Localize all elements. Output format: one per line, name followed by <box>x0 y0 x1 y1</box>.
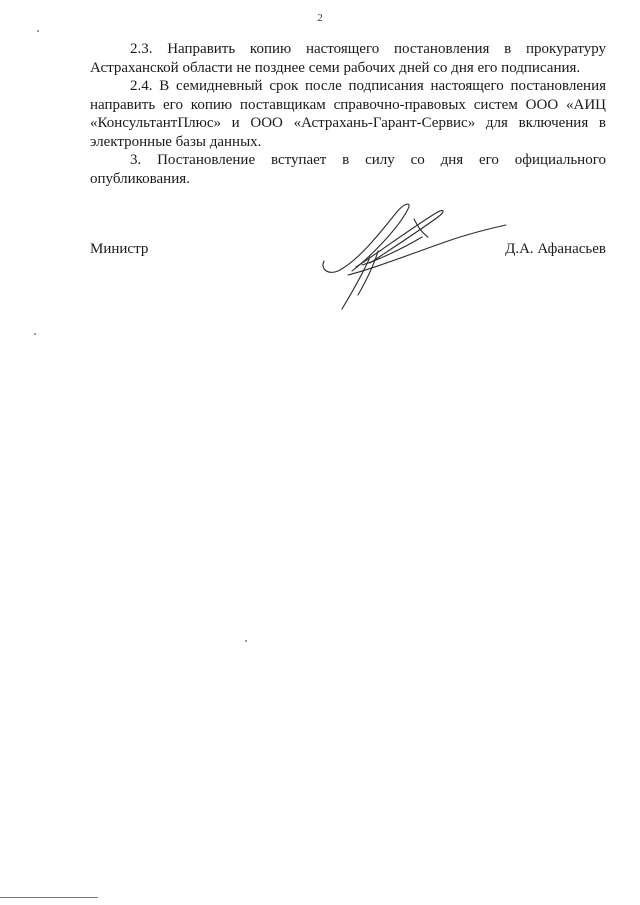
signature-block <box>90 241 606 311</box>
scan-artifact <box>245 640 247 642</box>
scan-artifact <box>34 333 36 335</box>
footer-rule <box>0 897 98 898</box>
signatory-name: Д.А. Афанасьев <box>505 241 606 257</box>
paragraph-2-3: 2.3. Направить копию настоящего постановления в прокуратуру Астраханской области не позднее семи рабочих дней со дня его подписания. <box>90 41 606 76</box>
signatory-title: Министр <box>90 241 149 257</box>
scan-artifact <box>37 30 39 32</box>
document-body <box>90 40 606 188</box>
paragraph-2-4: 2.4. В семидневный срок после подписания настоящего постановления направить его копию поставщикам справочно-правовых систем ООО «АИЦ «КонсультантПлюс» и ООО «Астрахань-Гарант-Сервис» для включения в электронные базы данных. <box>90 78 606 150</box>
page-number: 2 <box>317 12 323 24</box>
paragraph-3: 3. Постановление вступает в силу со дня его официального опубликования. <box>90 152 606 187</box>
handwritten-signature <box>318 199 508 314</box>
